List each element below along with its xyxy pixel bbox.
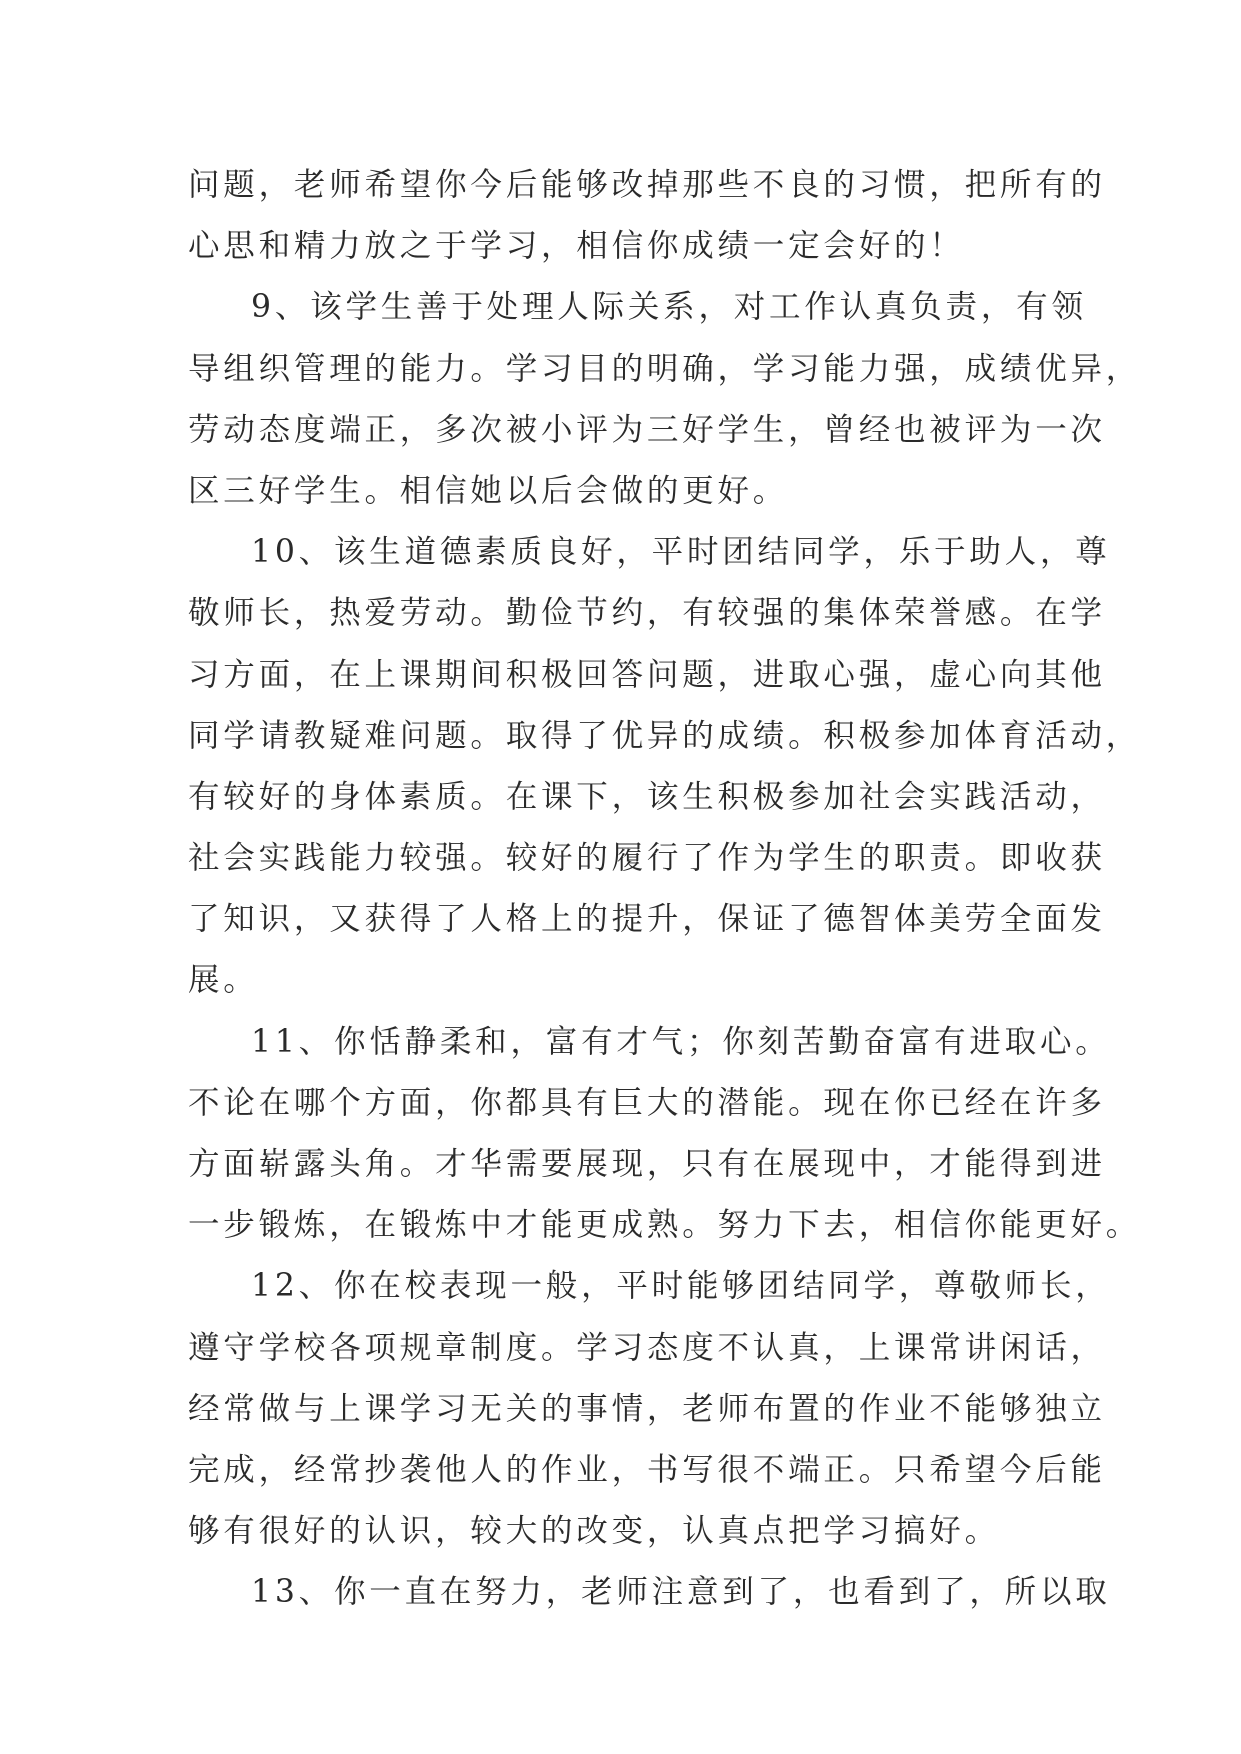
- paragraph-first-line: 12、你在校表现一般，平时能够团结同学，尊敬师长，: [251, 1268, 1111, 1305]
- text-line: 同学请教疑难问题。取得了优异的成绩。积极参加体育活动，: [188, 717, 1142, 754]
- text-line: 社会实践能力较强。较好的履行了作为学生的职责。即收获: [188, 840, 1106, 877]
- text-line: 不论在哪个方面，你都具有巨大的潜能。现在你已经在许多: [188, 1084, 1106, 1121]
- text-line: 导组织管理的能力。学习目的明确，学习能力强，成绩优异，: [188, 350, 1142, 387]
- paragraph-first-line: 11、你恬静柔和，富有才气；你刻苦勤奋富有进取心。: [251, 1023, 1111, 1060]
- text-line: 敬师长，热爱劳动。勤俭节约，有较强的集体荣誉感。在学: [188, 595, 1106, 632]
- text-line: 习方面，在上课期间积极回答问题，进取心强，虚心向其他: [188, 656, 1106, 693]
- text-line: 心思和精力放之于学习，相信你成绩一定会好的！: [188, 228, 965, 265]
- text-line: 够有很好的认识，较大的改变，认真点把学习搞好。: [188, 1513, 1000, 1550]
- paragraph-first-line: 10、该生道德素质良好，平时团结同学，乐于助人，尊: [251, 534, 1111, 571]
- document-body: [188, 155, 1142, 1624]
- text-line: 问题，老师希望你今后能够改掉那些不良的习惯，把所有的: [188, 167, 1106, 203]
- text-line: 经常做与上课学习无关的事情，老师布置的作业不能够独立: [188, 1390, 1106, 1427]
- text-line: 有较好的身体素质。在课下，该生积极参加社会实践活动，: [188, 778, 1106, 815]
- text-line: 一步锻炼，在锻炼中才能更成熟。努力下去，相信你能更好。: [188, 1207, 1142, 1244]
- text-line: 了知识，又获得了人格上的提升，保证了德智体美劳全面发: [188, 901, 1106, 938]
- text-line: 劳动态度端正，多次被小评为三好学生，曾经也被评为一次: [188, 411, 1106, 448]
- text-line: 方面崭露头角。才华需要展现，只有在展现中，才能得到进: [188, 1146, 1106, 1182]
- text-line: 展。: [188, 962, 259, 999]
- text-line: 遵守学校各项规章制度。学习态度不认真，上课常讲闲话，: [188, 1329, 1106, 1366]
- text-line: 区三好学生。相信她以后会做的更好。: [188, 472, 789, 509]
- paragraph-first-line: 13、你一直在努力，老师注意到了，也看到了，所以取: [251, 1574, 1111, 1611]
- text-line: 完成，经常抄袭他人的作业，书写很不端正。只希望今后能: [188, 1451, 1106, 1488]
- paragraph-first-line: 9、该学生善于处理人际关系，对工作认真负责，有领: [251, 289, 1087, 326]
